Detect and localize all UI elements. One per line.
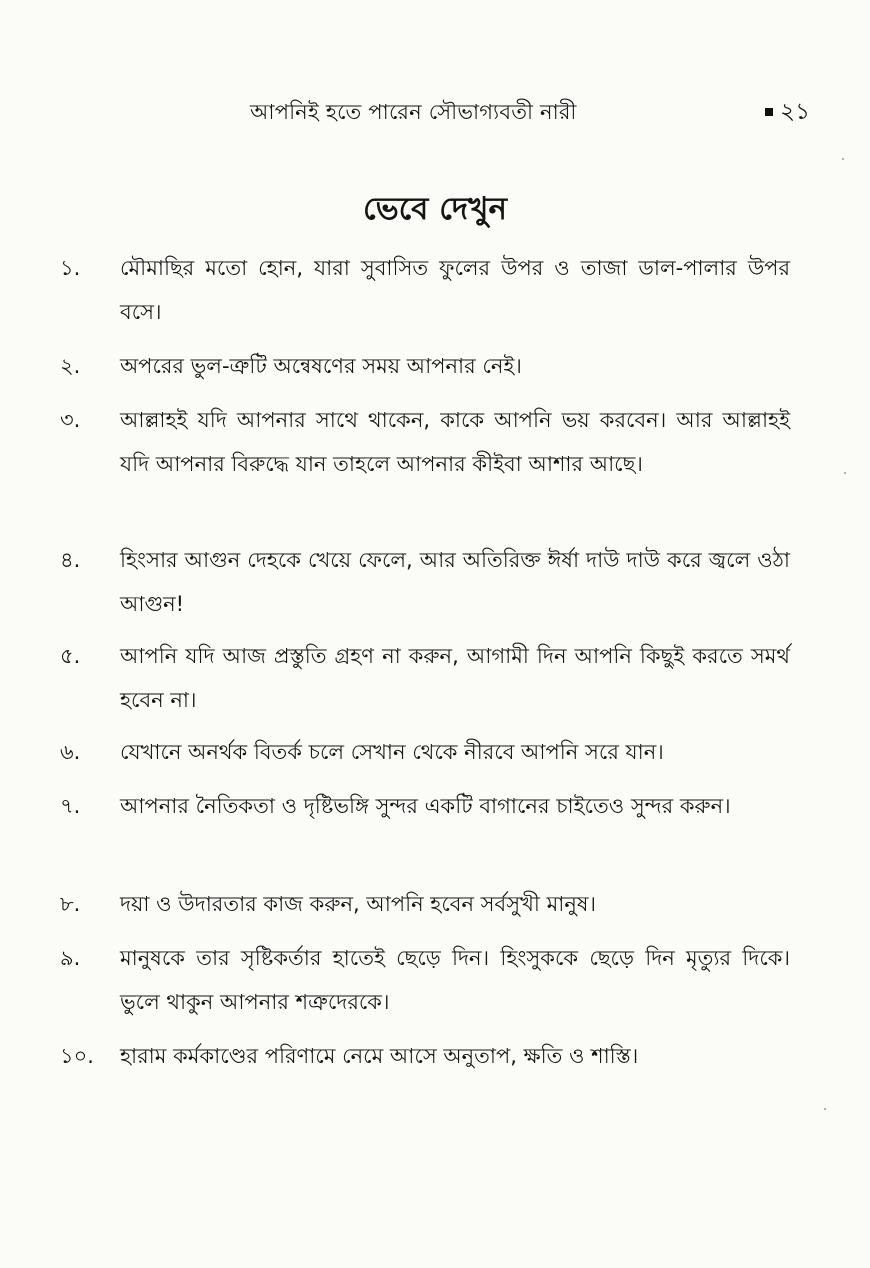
- list-item-number: ৬.: [60, 740, 81, 764]
- list-item-text: আল্লাহই যদি আপনার সাথে থাকেন, কাকে আপনি ভয় করবেন। আর আল্লাহই যদি আপনার বিরুদ্ধে যান তাহলে আপনার কীইবা আশার আছে।: [120, 408, 790, 476]
- list-item-number: ২.: [60, 354, 81, 378]
- paper-speck: [824, 1108, 826, 1110]
- list-item-number: ১০.: [60, 1044, 94, 1068]
- list-item-text: হিংসার আগুন দেহকে খেয়ে ফেলে, আর অতিরিক্ত ঈর্ষা দাউ দাউ করে জ্বলে ওঠা আগুন!: [120, 548, 790, 616]
- list-item-text: মানুষকে তার সৃষ্টিকর্তার হাতেই ছেড়ে দিন। হিংসুককে ছেড়ে দিন মৃত্যুর দিকে। ভুলে থাকুন আপনার শত্রুদেরকে।: [120, 946, 790, 1014]
- list-item-text: মৌমাছির মতো হোন, যারা সুবাসিত ফুলের উপর ও তাজা ডাল-পালার উপর বসে।: [120, 256, 790, 324]
- list-item-number: ৭.: [60, 794, 81, 818]
- header-title: আপনিই হতে পারেন সৌভাগ্যবতী নারী: [250, 100, 577, 124]
- list-item-text: অপরের ভুল-ত্রুটি অন্বেষণের সময় আপনার নেই।: [120, 354, 522, 378]
- list-item-number: ৮.: [60, 892, 81, 916]
- list-item-number: ১.: [60, 256, 81, 280]
- list-item-text: যেখানে অনর্থক বিতর্ক চলে সেখান থেকে নীরবে আপনি সরে যান।: [120, 740, 664, 764]
- list-item-number: ৪.: [60, 548, 81, 572]
- page-number: ২১: [780, 99, 810, 125]
- list-item-number: ৯.: [60, 946, 81, 970]
- paper-speck: [844, 472, 846, 474]
- list-item-number: ৩.: [60, 408, 81, 432]
- list-item-text: দয়া ও উদারতার কাজ করুন, আপনি হবেন সর্বসুখী মানুষ।: [120, 892, 596, 916]
- list-item-text: আপনার নৈতিকতা ও দৃষ্টিভঙ্গি সুন্দর একটি বাগানের চাইতেও সুন্দর করুন।: [120, 794, 731, 818]
- section-title: ভেবে দেখুন: [363, 191, 507, 227]
- list-item-text: হারাম কর্মকাণ্ডের পরিণামে নেমে আসে অনুতাপ, ক্ষতি ও শাস্তি।: [120, 1044, 639, 1068]
- list-item-number: ৫.: [60, 644, 81, 668]
- paper-speck: [842, 158, 844, 160]
- list-item-text: আপনি যদি আজ প্রস্তুতি গ্রহণ না করুন, আগামী দিন আপনি কিছুই করতে সমর্থ হবেন না।: [120, 644, 790, 712]
